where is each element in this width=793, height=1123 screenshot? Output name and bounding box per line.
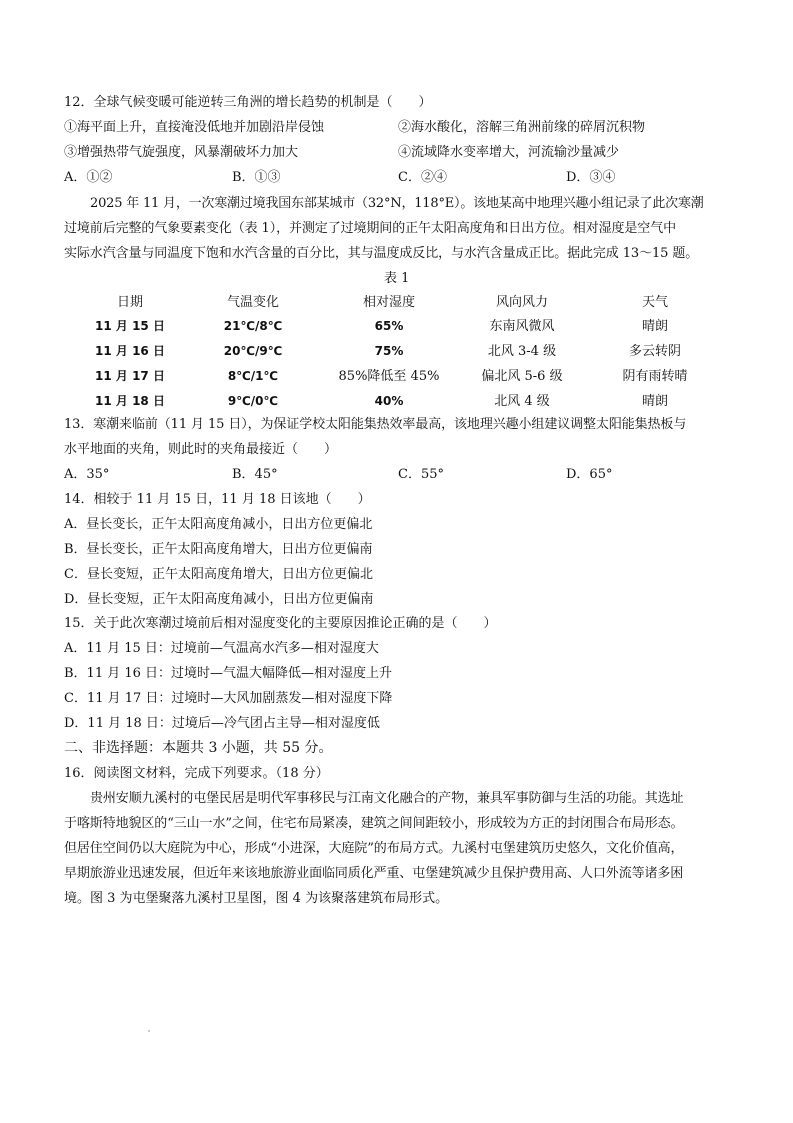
passage-line-2: 过境前后完整的气象要素变化（表 1），并测定了过境期间的正午太阳高度角和日出方位。相对湿度是空气中 xyxy=(64,221,677,236)
q15-option-a: A．11 月 15 日：过境前—气温高水汽多—相对湿度大 xyxy=(64,641,379,656)
q16-text-line-1: 贵州安顺九溪村的屯堡民居是明代军事移民与江南文化融合的产物，兼具军事防御与生活的功能。其选址 xyxy=(90,791,684,806)
table-cell-date: 11 月 16 日 xyxy=(95,344,165,358)
q13-option-c: C．55° xyxy=(398,467,444,482)
q13-option-d: D．65° xyxy=(566,467,613,482)
q15-option-c: C．11 月 17 日：过境时—大风加剧蒸发—相对湿度下降 xyxy=(64,691,393,706)
q13-stem-line-2: 水平地面的夹角，则此时的夹角最接近（ ） xyxy=(64,442,338,457)
q14-option-c: C．昼长变短，正午太阳高度角增大，日出方位更偏北 xyxy=(64,567,373,582)
q15-option-d: D．11 月 18 日：过境后—冷气团占主导—相对湿度低 xyxy=(64,716,380,731)
q16-text-line-2: 于喀斯特地貌区的“三山一水”之间，住宅布局紧凑，建筑之间间距较小，形成较为方正的封闭围合布局形态。 xyxy=(64,816,684,831)
table-caption: 表 1 xyxy=(384,271,410,286)
q14-option-a: A．昼长变长，正午太阳高度角减小，日出方位更偏北 xyxy=(64,517,373,532)
q13-option-b: B．45° xyxy=(232,467,278,482)
table-cell-date: 11 月 15 日 xyxy=(95,319,165,333)
table-header-date: 日期 xyxy=(116,295,143,310)
table-cell-temp: 9℃/0℃ xyxy=(227,394,279,408)
q16-text-line-4: 早期旅游业迅速发展，但近年来该地旅游业面临同质化严重、屯堡建筑减少且保护费用高、人口外流等诸多困 xyxy=(64,866,684,881)
table-cell-wind: 偏北风 5-6 级 xyxy=(481,369,563,384)
table-cell-weather: 阴有雨转晴 xyxy=(622,369,688,384)
q14-stem: 14．相较于 11 月 15 日，11 月 18 日该地（ ） xyxy=(64,492,371,507)
table-cell-weather: 晴朗 xyxy=(641,394,668,409)
table-cell-humidity: 85%降低至 45% xyxy=(338,369,440,384)
q15-option-b: B．11 月 16 日：过境时—气温大幅降低—相对湿度上升 xyxy=(64,666,393,681)
table-cell-wind: 北风 3-4 级 xyxy=(487,344,557,359)
q12-statement-1: ①海平面上升，直接淹没低地并加剧沿岸侵蚀 xyxy=(64,120,325,135)
table-cell-weather: 晴朗 xyxy=(641,319,668,334)
table-header-humidity: 相对湿度 xyxy=(362,295,415,310)
q16-text-line-5: 境。图 3 为屯堡聚落九溪村卫星图，图 4 为该聚落建筑布局形式。 xyxy=(64,891,449,906)
q12-option-d: D．③④ xyxy=(566,170,616,185)
q12-option-a: A．①② xyxy=(64,170,113,185)
q12-option-c: C．②④ xyxy=(398,170,447,185)
passage-line-1: 2025 年 11 月，一次寒潮过境我国东部某城市（32°N，118°E）。该地某高中地理兴趣小组记录了此次寒潮 xyxy=(90,196,704,211)
q12-statement-2: ②海水酸化，溶解三角洲前缘的碎屑沉积物 xyxy=(398,120,646,135)
passage-line-3: 实际水汽含量与同温度下饱和水汽含量的百分比，其与温度成反比，与水汽含量成正比。据此完成 13～15 题。 xyxy=(64,246,699,261)
q12-option-b: B．①③ xyxy=(232,170,281,185)
q12-stem: 12．全球气候变暖可能逆转三角洲的增长趋势的机制是（ ） xyxy=(64,95,432,110)
scan-speck xyxy=(148,1030,150,1032)
q13-option-a: A．35° xyxy=(64,467,110,482)
table-header-wind: 风向风力 xyxy=(495,295,548,310)
table-cell-wind: 北风 4 级 xyxy=(494,394,550,409)
table-header-temp: 气温变化 xyxy=(226,295,279,310)
table-cell-weather: 多云转阴 xyxy=(628,344,681,359)
table-header-weather: 天气 xyxy=(641,295,668,310)
q14-option-d: D．昼长变短，正午太阳高度角减小，日出方位更偏南 xyxy=(64,592,374,607)
q16-text-line-3: 但居住空间仍以大庭院为中心，形成“小进深，大庭院”的布局方式。九溪村屯堡建筑历史悠久，文化价值高， xyxy=(64,841,684,856)
section-2-title: 二、非选择题：本题共 3 小题，共 55 分。 xyxy=(64,740,333,756)
table-cell-humidity: 75% xyxy=(374,344,404,358)
table-cell-temp: 8℃/1℃ xyxy=(227,369,279,383)
table-cell-date: 11 月 17 日 xyxy=(95,369,165,383)
table-cell-humidity: 65% xyxy=(374,319,404,333)
q15-stem: 15．关于此次寒潮过境前后相对湿度变化的主要原因推论正确的是（ ） xyxy=(64,616,497,631)
q16-stem: 16．阅读图文材料，完成下列要求。（18 分） xyxy=(64,766,329,781)
q13-stem-line-1: 13．寒潮来临前（11 月 15 日），为保证学校太阳能集热效率最高，该地理兴趣小组建议调整太阳能集热板与 xyxy=(64,417,687,432)
q14-option-b: B．昼长变长，正午太阳高度角增大，日出方位更偏南 xyxy=(64,542,373,557)
table-cell-temp: 21℃/8℃ xyxy=(223,319,283,333)
table-cell-wind: 东南风微风 xyxy=(489,319,555,334)
table-cell-humidity: 40% xyxy=(374,394,404,408)
q12-statement-4: ④流域降水变率增大，河流输沙量减少 xyxy=(398,145,620,160)
table-cell-date: 11 月 18 日 xyxy=(95,394,165,408)
q12-statement-3: ③增强热带气旋强度，风暴潮破坏力加大 xyxy=(64,145,299,160)
table-cell-temp: 20℃/9℃ xyxy=(223,344,283,358)
